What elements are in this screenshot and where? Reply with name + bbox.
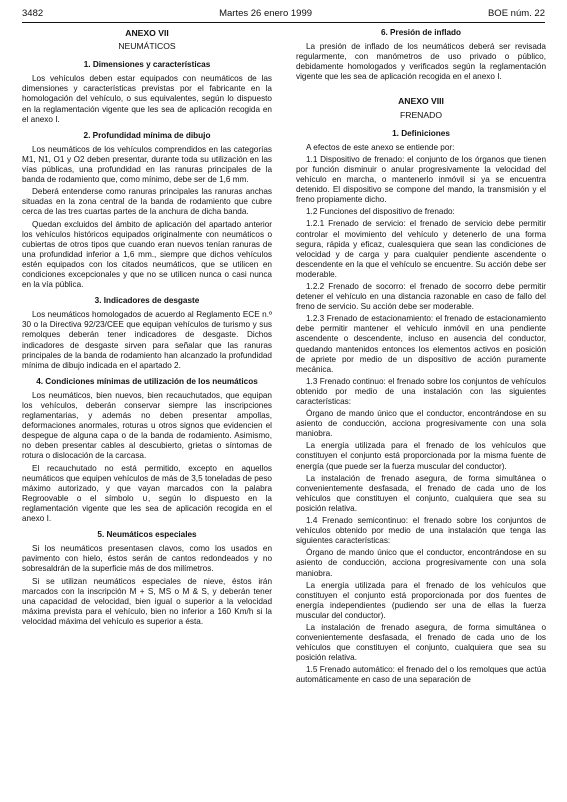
paragraph: 1.2.3 Frenado de estacionamiento: el frenado de estacionamiento debe permitir mantener el vehículo inmóvil en una pendiente ascendente o descendente, incluso en ausencia del conductor, quedando mantenidos entonces los elementos activos en posición de apriete por medio de un dispositivo de acción puramente mecánica. xyxy=(296,314,546,374)
page-header xyxy=(22,6,545,20)
header-rule xyxy=(22,22,545,23)
annex-viii-title: ANEXO VIII xyxy=(398,96,444,107)
paragraph: 1.3 Frenado continuo: el frenado sobre los conjuntos de vehículos obtenido por medio de una instalación con las siguientes características: xyxy=(296,376,546,406)
paragraph: Si se utilizan neumáticos especiales de nieve, éstos irán marcados con la inscripción M + S, MS o M & S, y deberán tener una capacidad de velocidad, bien igual o superior a la velocidad máxima prevista para el vehículo, bien no inferior a 160 Km/h si la velocidad máxima del vehículo es superior a ésta. xyxy=(22,576,272,626)
page-number: 3482 xyxy=(22,7,44,19)
paragraph: 1.1 Dispositivo de frenado: el conjunto de los órganos que tienen por función disminuir o anular progresivamente la velocidad del vehículo en marcha, o mantenerlo inmóvil si ya se encuentra detenido. El dispositivo se compone del mando, la transmisión y el freno propiamente dicho. xyxy=(296,154,546,205)
section-heading-definiciones: 1. Definiciones xyxy=(392,128,450,138)
issue-number: BOE núm. 22 xyxy=(487,7,545,19)
paragraph: A efectos de este anexo se entiende por: xyxy=(306,142,455,152)
right-column xyxy=(296,28,546,688)
section-heading-indicadores: 3. Indicadores de desgaste xyxy=(94,296,200,306)
section-heading-profundidad: 2. Profundidad mínima de dibujo xyxy=(83,130,211,140)
paragraph: Quedan excluidos del ámbito de aplicación del apartado anterior los vehículos históricos equipados originalmente con neumáticos o cubiertas de otros tipos que cuando eran nuevos tenían ranuras de una profundidad inferior a 1,6 mm., siempre que dichos vehículos estén equipados con los citados neumáticos, que se utilicen en condiciones excepcionales y que no se utilicen nunca o casi nunca en la vía pública. xyxy=(22,219,272,290)
paragraph: Los neumáticos homologados de acuerdo al Reglamento ECE n.º 30 o la Directiva 92/23/CEE que equipan vehículos de turismo y sus remolques deberán tener indicadores de desgaste. Dichos indicadores de desgaste sirven para señalar que las ranuras principales de la banda de rodamiento han alcanzado la profundidad mínima de dibujo indicada en el apartado 2. xyxy=(22,310,272,370)
paragraph: 1.5 Frenado automático: el frenado del o los remolques que actúa automáticamente en caso de una separación de xyxy=(296,665,546,685)
paragraph: Los vehículos deben estar equipados con neumáticos de las dimensiones y características previstas por el fabricante en la homologación del vehículo, o sus equivalentes, según lo dispuesto en la reglamentación vigente que les sea de aplicación recogida en el anexo I. xyxy=(22,74,272,124)
paragraph: La presión de inflado de los neumáticos deberá ser revisada regularmente, con manómetros de uso privado o público, debidamente homologados y verificados según la reglamentación vigente que les sea de aplicación recogida en el anexo I. xyxy=(296,42,546,82)
paragraph: El recauchutado no está permitido, excepto en aquellos neumáticos que equipen vehículos de más de 3,5 toneladas de peso máximo autorizado, y que vayan marcados con la palabra Regroovable o el símbolo ∪, según lo dispuesto en la reglamentación vigente que les sea de aplicación recogida en el anexo I. xyxy=(22,463,272,524)
paragraph: Los neumáticos de los vehículos comprendidos en las categorías M1, N1, O1 y O2 deben presentar, durante toda su utilización en las vías públicas, una profundidad en las ranuras principales de la banda de rodamiento que, como mínimo, debe ser de 1,6 mm. xyxy=(22,144,272,185)
paragraph: Si los neumáticos presentasen clavos, como los usados en pavimento con hielo, éstos serán de cantos redondeados y no sobresaldrán de la superficie más de dos milímetros. xyxy=(22,544,272,574)
paragraph: La instalación de frenado asegura, de forma simultánea o convenientemente desfasada, el frenado de cada uno de los vehículos que constituyen el conjunto, cualquiera que sea su posición relativa. xyxy=(296,473,546,513)
publication-date: Martes 26 enero 1999 xyxy=(219,7,313,19)
left-column xyxy=(22,28,272,629)
paragraph: Deberá entenderse como ranuras principales las ranuras anchas situadas en la zona central de la banda de rodamiento que cubre cerca de las tres cuartas partes de la anchura de dicha banda. xyxy=(22,187,272,217)
annex-vii-title: ANEXO VII xyxy=(125,28,169,38)
section-heading-especiales: 5. Neumáticos especiales xyxy=(97,530,197,540)
annex-vii-subtitle: NEUMÁTICOS xyxy=(118,41,176,52)
annex-viii-subtitle: FRENADO xyxy=(399,109,443,120)
paragraph: La energía utilizada para el frenado de los vehículos que constituyen el conjunto está proporcionada por la misma fuente de energía (que puede ser la fuerza muscular del conductor). xyxy=(296,441,546,471)
paragraph: Los neumáticos, bien nuevos, bien recauchutados, que equipan los vehículos, deberán conservar siempre las inscripciones reglamentarias, y además no deben presentar ampollas, deformaciones anormales, roturas u otros signos que evidencien el despegue de alguna capa o de la banda de rodamiento. Asimismo, no deben presentar cables al descubierto, grietas o síntomas de rotura o dislocación de la carcasa. xyxy=(22,390,272,461)
section-heading-condiciones: 4. Condiciones mínimas de utilización de los neumáticos xyxy=(36,376,258,386)
paragraph: 1.2 Funciones del dispositivo de frenado: xyxy=(306,207,455,217)
section-heading-dimensiones: 1. Dimensiones y características xyxy=(83,60,211,70)
paragraph: Órgano de mando único que el conductor, encontrándose en su asiento de conducción, acciona progresivamente con una sola maniobra. xyxy=(296,409,546,439)
paragraph: Órgano de mando único que el conductor, encontrándose en su asiento de conducción, acciona progresivamente con una sola maniobra. xyxy=(296,548,546,578)
paragraph: 1.2.1 Frenado de servicio: el frenado de servicio debe permitir controlar el movimiento del vehículo y detenerlo de una forma segura, rápida y eficaz, cualesquiera que sean las condiciones de velocidad y de carga y para cualquier pendiente ascendente o descendente en la que el vehículo se encuentre. Su acción debe ser moderable. xyxy=(296,219,546,279)
section-heading-presion: 6. Presión de inflado xyxy=(380,28,462,37)
paragraph: 1.2.2 Frenado de socorro: el frenado de socorro debe permitir detener el vehículo en una distancia razonable en caso de fallo del freno de servicio. Su acción debe ser moderable. xyxy=(296,281,546,312)
paragraph: La instalación de frenado asegura, de forma simultánea o convenientemente desfasada, el frenado de cada uno de los vehículos que constituyen el conjunto, cualquiera que sea su posición relativa. xyxy=(296,622,546,663)
paragraph: La energía utilizada para el frenado de los vehículos que constituyen el conjunto está proporcionada por dos fuentes de energía independientes (pudiendo ser una de ellas la fuerza muscular del conductor). xyxy=(296,580,546,620)
paragraph: 1.4 Frenado semicontinuo: el frenado sobre los conjuntos de vehículos obtenido por medio de una instalación que tenga las siguientes características: xyxy=(296,516,546,546)
